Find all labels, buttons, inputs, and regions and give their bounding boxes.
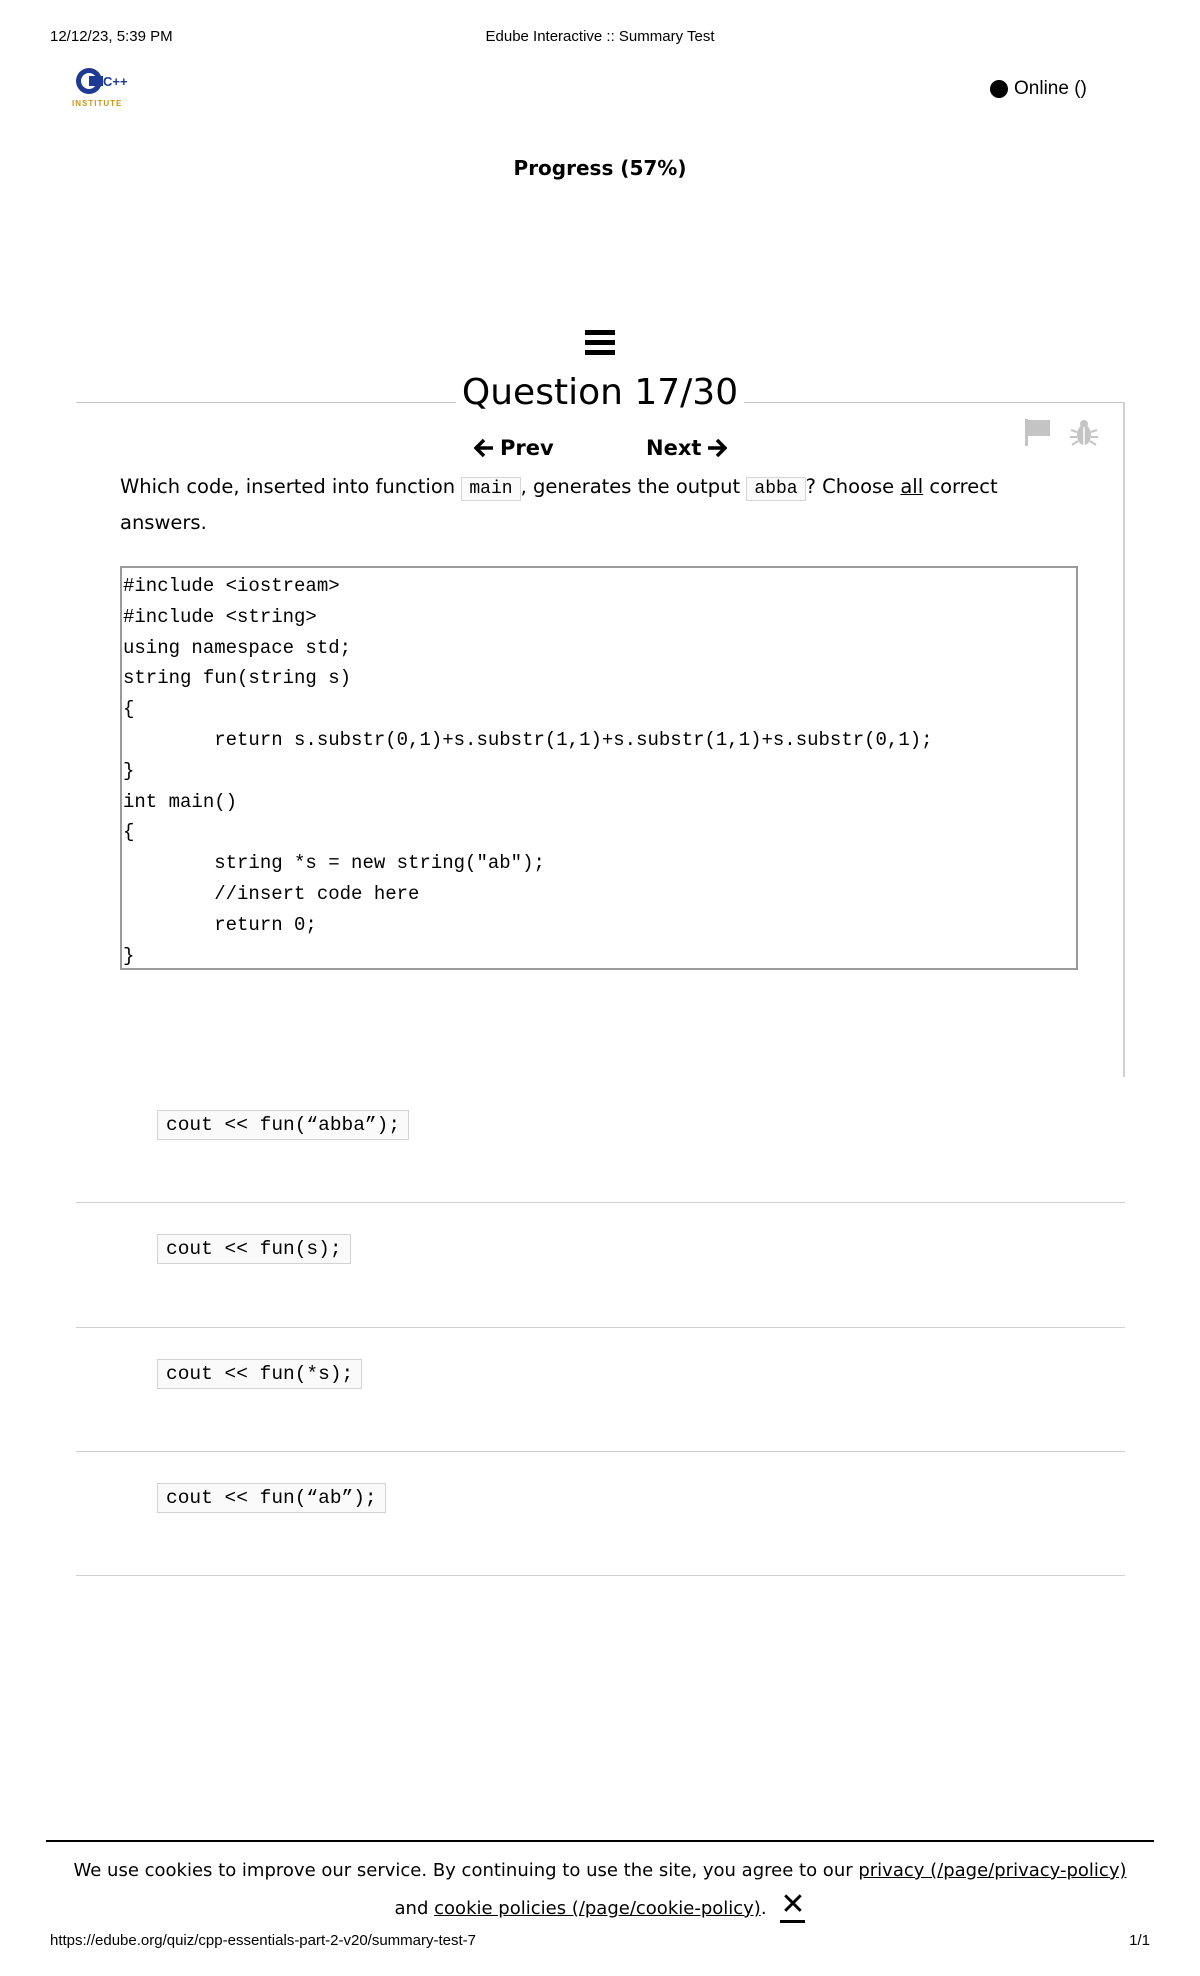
code-line: } <box>123 759 135 782</box>
prev-button[interactable] <box>474 436 554 460</box>
cookie-policy-link[interactable]: cookie policies (/page/cookie-policy) <box>434 1898 761 1919</box>
print-header <box>50 28 1150 48</box>
code-block <box>120 566 1078 970</box>
arrow-left-icon <box>474 438 494 458</box>
answer-option-2[interactable]: cout << fun(s); <box>157 1234 351 1264</box>
svg-text:C++: C++ <box>103 74 128 89</box>
answer-option-4[interactable]: cout << fun(“ab”); <box>157 1483 386 1513</box>
svg-text:INSTITUTE: INSTITUTE <box>72 99 123 108</box>
print-footer-page: 1/1 <box>1129 1932 1150 1949</box>
answer-option-1[interactable]: cout << fun(“abba”); <box>157 1110 409 1140</box>
code-line: { <box>123 698 135 721</box>
print-title: Edube Interactive :: Summary Test <box>485 28 715 45</box>
next-button[interactable] <box>646 436 727 460</box>
close-icon[interactable]: ✕ <box>780 1887 806 1922</box>
code-line: //insert code here <box>123 882 420 905</box>
question-navigation <box>0 436 1200 466</box>
code-line: #include <string> <box>123 605 317 628</box>
code-line: using namespace std; <box>123 636 352 659</box>
inline-code-output: abba <box>746 477 805 501</box>
question-title: Question 17/30 <box>0 372 1200 413</box>
answer-option-3[interactable]: cout << fun(*s); <box>157 1359 362 1389</box>
code-line: return 0; <box>123 913 317 936</box>
answer-divider <box>76 1327 1125 1328</box>
answer-divider <box>76 1202 1125 1203</box>
print-footer-url: https://edube.org/quiz/cpp-essentials-part-2-v20/summary-test-7 <box>50 1932 477 1949</box>
cookie-banner: We use cookies to improve our service. By continuing to use the site, you agree to our privacy (/page/privacy-policy) and cookie policies (/page/cookie-policy). ✕ <box>73 1860 1127 1922</box>
answer-divider <box>76 1575 1125 1576</box>
code-line: return s.substr(0,1)+s.substr(1,1)+s.substr(1,1)+s.substr(0,1); <box>123 728 933 751</box>
code-line: #include <iostream> <box>123 575 340 597</box>
print-datetime: 12/12/23, 5:39 PM <box>50 28 173 45</box>
answer-divider <box>76 1451 1125 1452</box>
code-line: { <box>123 821 135 844</box>
online-status-label: Online () <box>1014 78 1087 99</box>
code-line: string *s = new string("ab"); <box>123 852 545 875</box>
emphasis-all: all <box>900 475 924 498</box>
circle-icon <box>990 80 1008 98</box>
privacy-policy-link[interactable]: privacy (/page/privacy-policy) <box>858 1860 1127 1881</box>
next-label: Next <box>646 436 702 460</box>
progress-label: Progress (57%) <box>513 156 687 180</box>
arrow-right-icon <box>707 438 727 458</box>
hamburger-icon[interactable] <box>585 330 615 356</box>
code-line: string fun(string s) <box>123 667 352 690</box>
question-text: Which code, inserted into function main , generates the output abba ? Choose all correct answers. <box>120 475 998 534</box>
inline-code-main: main <box>461 477 520 501</box>
code-line: int main() <box>123 790 238 813</box>
code-line: } <box>123 944 135 967</box>
prev-label: Prev <box>500 436 554 460</box>
cookie-banner-border <box>46 1840 1154 1842</box>
question-panel-right-border <box>1123 402 1125 1077</box>
cpp-institute-logo[interactable] <box>72 64 132 110</box>
online-status <box>990 78 1087 100</box>
